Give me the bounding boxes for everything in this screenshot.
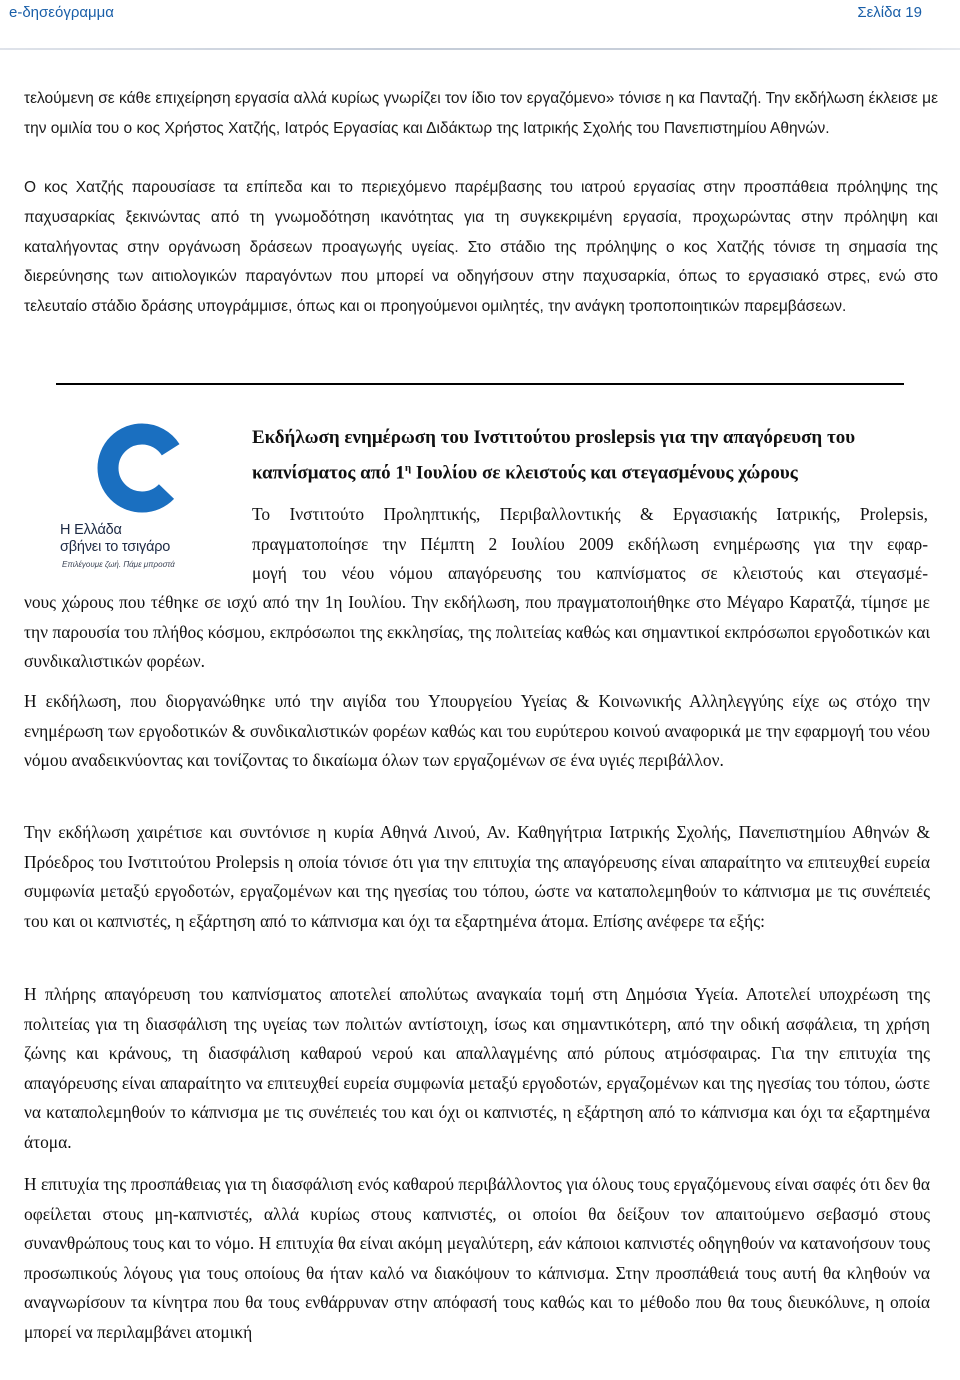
paragraph-hatzis-presentation: Ο κος Χατζής παρουσίασε τα επίπεδα και το περιεχόμενο παρέμβασης του ιατρού εργασίας στην προσπάθεια πρόληψης της παχυσαρκίας ξεκινώντας από τη γνωμοδότηση ικανότητας για τη συγκεκριμένη εργασία, προχωρώντας στην πρόληψη και καταλήγοντας στην οργάνωση δράσεων προαγωγής υγείας. Στο στάδιο της πρόληψης ο κος Χατζής τόνισε τη σημασία της διερεύνησης των αιτιολογικών παραγόντων που μπορεί να οδηγήσουν στην παχυσαρκία, όπως το εργασιακό στρες, ενώ στο τελευταίο στάδιο δράσης υπογράμμισε, όπως και οι προηγούμενοι ομιλητές, την ανάγκη τροποποιητικών παρεμβάσεων. <box>24 179 938 316</box>
intro-line-1: Το Ινστιτούτο Προληπτικής, Περιβαλλοντικής & Εργασιακής Ιατρικής, Prolepsis, <box>252 504 928 524</box>
paragraph-full-ban: Η πλήρης απαγόρευση του καπνίσματος αποτελεί απολύτως αναγκαία τομή στη Δημόσια Υγεία. Αποτελεί υποχρέωση της πολιτείας για τη διασφάλιση της υγείας των πολιτών αντίστοιχη, ίσως και σημαντικότερη, από την οδική ασφάλεια, τη χρήση ζώνης και κράνους, τη διασφάλιση καθαρού νερού και απαλλαγμένης από ρύπους ατμόσφαιρας. Για την επιτυχία της απαγόρευσης είναι απαραίτητο να επιτευχθεί ευρεία συμφωνία μεταξύ εργοδοτών, εργαζομένων και της ηγεσίας του τόπου, ώστε να καταπολεμηθούν το κάπνισμα με τις συνέπειές του και όχι οι καπνιστές, η εξάρτηση από το κάπνισμα και όχι τα εξαρτημένα άτομα. <box>24 984 930 1152</box>
paragraph-ministry: Η εκδήλωση, που διοργανώθηκε υπό την αιγίδα του Υπουργείου Υγείας & Κοινωνικής Αλληλεγγύης είχε ως στόχο την ενημέρωση των εργοδοτικών & συνδικαλιστικών φορέων καθώς και του ευρύτερου κοινού αναφορικά με την εφαρμογή του νέου νόμου αναδεικνύοντας και τονίζοντας το δικαίωμα όλων των εργαζομένων σε ένα υγιές περιβάλλον. <box>24 691 930 771</box>
page-header <box>0 0 960 26</box>
logo-tagline: Επιλέγουμε ζωή. Πάμε μπροστά <box>62 560 175 569</box>
intro-paragraph-rest: νους χώρους που τέθηκε σε ισχύ από την 1η Ιουλίου. Την εκδήλωση, που πραγματοποιήθηκε στο Μέγαρο Καρατζά, τίμησε με την παρουσία του πλήθος κόσμου, εκπρόσωποι της εκκλησίας, της πολιτείας καθώς και σημαντικοί εκπρόσωποι εργοδοτικών και συνδικαλιστικών φορέων. <box>24 592 930 672</box>
smoking-ban-logo <box>30 418 230 576</box>
paragraph-success: Η επιτυχία της προσπάθειας για τη διασφάλιση ενός καθαρού περιβάλλοντος για όλους τους εργαζόμενους είναι σαφές ότι δεν θα οφείλεται στους μη-καπνιστές, αλλά κυρίως στους καπνιστές, οι οποίοι θα δείξουν τον απαιτούμενο σεβασμό στους συνανθρώπους τους και το νόμο. Η επιτυχία θα είναι ακόμη μεγαλύτερη, εάν κάποιοι καπνιστές οδηγηθούν να κατανοήσουν τους προσωπικούς λόγους για τους οποίους θα ήταν καλό να διακόψουν το κάπνισμα. Στην προσπάθειά τους αυτή θα κληθούν να αναγνωρίσουν τα κίνητρα που θα τους ενθάρρυναν στην απόφασή τους καθώς και το μέθοδο που θα τους διευκόλυνε, η οποία μπορεί να περιλαμβάνει ατομική <box>24 1174 930 1342</box>
title-text-1: Εκδήλωση ενημέρωση του Ινστιτούτου proslepsis για την απαγόρευση του καπνίσματος από 1 <box>252 427 856 484</box>
paragraph-closing-remarks: τελούμενη σε κάθε επιχείρηση εργασία αλλά κυρίως γνωρίζει τον ίδιο τον εργαζόμενο» τόνισε η κα Πανταζή. Την εκδήλωση έκλεισε με την ομιλία του ο κος Χρήστος Χατζής, Ιατρός Εργασίας και Διδάκτωρ της Ιατρικής Σχολής του Πανεπιστημίου Αθηνών. <box>24 90 938 137</box>
paragraph-linou: Την εκδήλωση χαιρέτισε και συντόνισε η κυρία Αθηνά Λινού, Αν. Καθηγήτρια Ιατρικής Σχολής, Πανεπιστημίου Αθηνών & Πρόεδρος του Ινστιτούτου Prolepsis η οποία τόνισε ότι για την επιτυχία της απαγόρευσης είναι απαραίτητο να επιτευχθεί ευρεία συμφωνία μεταξύ εργοδοτών, εργαζομένων και της ηγεσίας του τόπου, ώστε να καταπολεμηθούν το κάπνισμα με τις συνέπειές του και οι καπνιστές, η εξάρτηση από το κάπνισμα και όχι τα εξαρτημένα άτομα. Επίσης ανέφερε τα εξής: <box>24 822 930 931</box>
title-text-2: Ιουλίου σε κλειστούς και στεγασμένους χώρους <box>411 462 798 484</box>
logo-line-1: Η Ελλάδα <box>60 522 122 538</box>
intro-line-2: πραγματοποίησε την Πέμπτη 2 Ιουλίου 2009 εκδήλωση ενημέρωσης για την εφαρ- <box>252 534 928 554</box>
logo-line-2: σβήνει το τσιγάρο <box>60 539 171 555</box>
newsletter-name: e-δησεόγραμμα <box>9 4 114 21</box>
ring-icon <box>30 418 230 528</box>
page-number: Σελίδα 19 <box>857 4 922 21</box>
header-divider <box>0 48 960 50</box>
section-divider <box>56 383 904 385</box>
title-superscript: η <box>404 462 412 474</box>
article-title <box>252 422 942 488</box>
intro-line-3: μογή του νέου νόμου απαγόρευσης του καπνίσματος σε κλειστούς και στεγασμέ- <box>252 563 928 583</box>
